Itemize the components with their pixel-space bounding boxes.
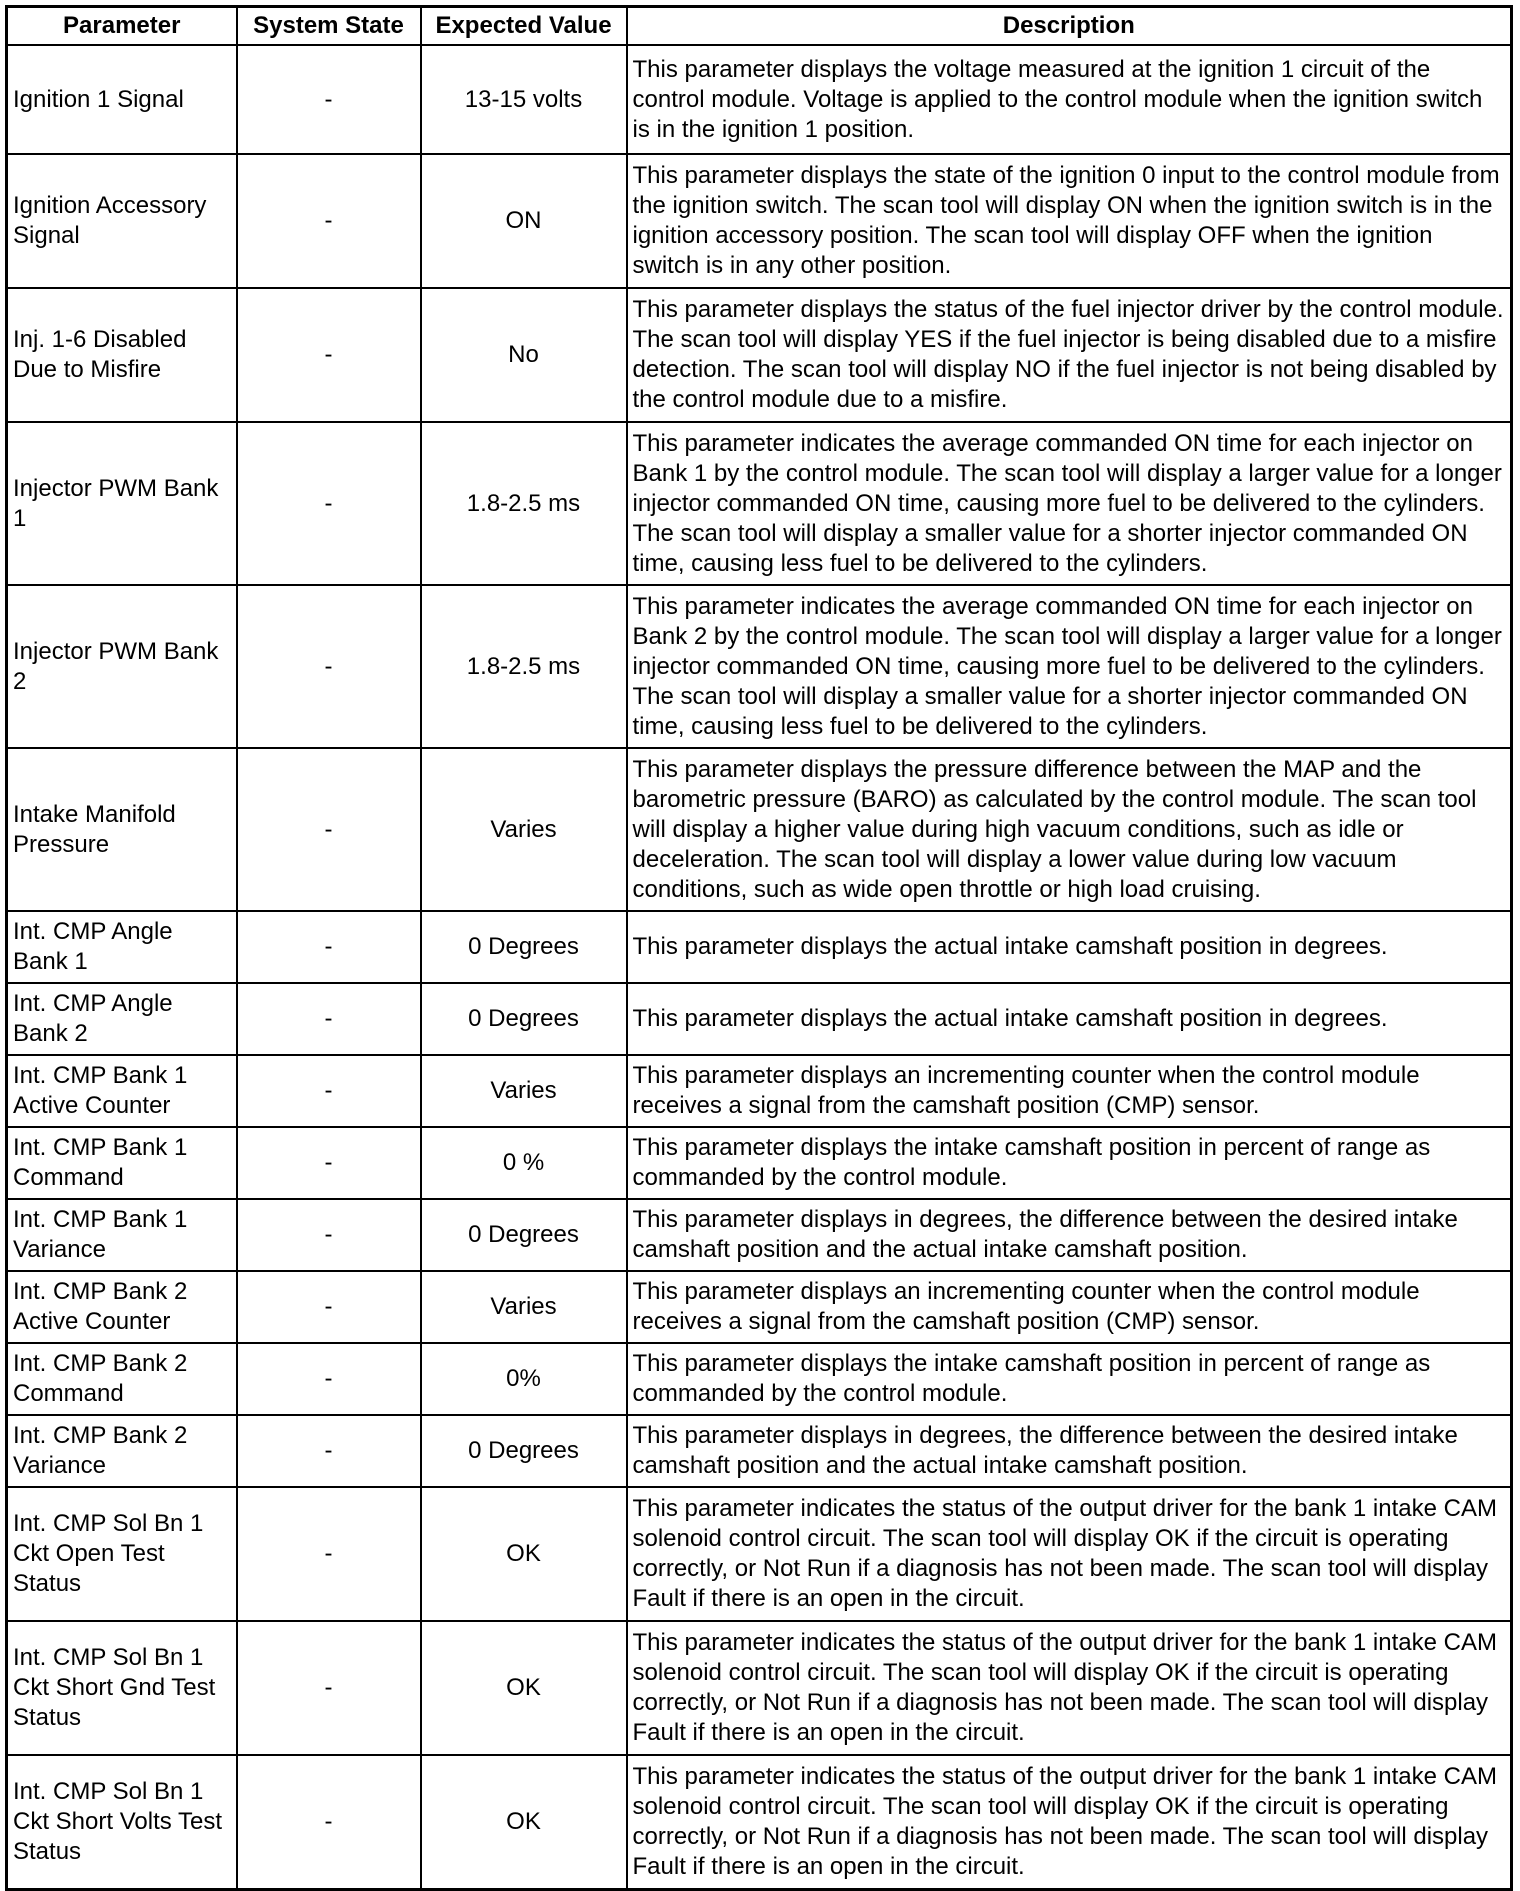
description-cell: This parameter displays the voltage measured at the ignition 1 circuit of the control module. Voltage is applied to the control module when the ignition switch is in the ignition 1 position. bbox=[627, 45, 1512, 154]
parameter-cell: Intake Manifold Pressure bbox=[7, 748, 237, 911]
expected-value-cell: No bbox=[421, 288, 627, 422]
table-row bbox=[7, 1755, 1512, 1889]
parameter-cell: Int. CMP Bank 1 Variance bbox=[7, 1199, 237, 1271]
description-cell: This parameter displays in degrees, the difference between the desired intake camshaft position and the actual intake camshaft position. bbox=[627, 1415, 1512, 1487]
parameter-cell: Int. CMP Bank 2 Variance bbox=[7, 1415, 237, 1487]
table-row bbox=[7, 911, 1512, 983]
header-system-state: System State bbox=[237, 7, 421, 46]
table-row bbox=[7, 748, 1512, 911]
parameter-cell: Int. CMP Angle Bank 2 bbox=[7, 983, 237, 1055]
expected-value-cell: 1.8-2.5 ms bbox=[421, 585, 627, 748]
description-cell: This parameter displays the actual intake camshaft position in degrees. bbox=[627, 983, 1512, 1055]
header-description: Description bbox=[627, 7, 1512, 46]
table-row bbox=[7, 422, 1512, 585]
expected-value-cell: OK bbox=[421, 1621, 627, 1755]
system-state-cell: - bbox=[237, 983, 421, 1055]
expected-value-cell: 0 % bbox=[421, 1127, 627, 1199]
parameter-cell: Int. CMP Sol Bn 1 Ckt Short Volts Test Status bbox=[7, 1755, 237, 1889]
description-cell: This parameter displays an incrementing counter when the control module receives a signal from the camshaft position (CMP) sensor. bbox=[627, 1271, 1512, 1343]
expected-value-cell: OK bbox=[421, 1755, 627, 1889]
expected-value-cell: Varies bbox=[421, 1055, 627, 1127]
description-cell: This parameter indicates the status of the output driver for the bank 1 intake CAM solenoid control circuit. The scan tool will display OK if the circuit is operating correctly, or Not Run if a diagnosis has not been made. The scan tool will display Fault if there is an open in the circuit. bbox=[627, 1487, 1512, 1621]
description-cell: This parameter displays the intake camshaft position in percent of range as commanded by the control module. bbox=[627, 1127, 1512, 1199]
description-cell: This parameter indicates the average commanded ON time for each injector on Bank 1 by the control module. The scan tool will display a larger value for a longer injector commanded ON time, causing more fuel to be delivered to the cylinders. The scan tool will display a smaller value for a shorter injector commanded ON time, causing less fuel to be delivered to the cylinders. bbox=[627, 422, 1512, 585]
parameter-cell: Injector PWM Bank 2 bbox=[7, 585, 237, 748]
description-cell: This parameter displays the intake camshaft position in percent of range as commanded by the control module. bbox=[627, 1343, 1512, 1415]
system-state-cell: - bbox=[237, 1487, 421, 1621]
parameter-cell: Inj. 1-6 Disabled Due to Misfire bbox=[7, 288, 237, 422]
table-row bbox=[7, 1487, 1512, 1621]
expected-value-cell: 0 Degrees bbox=[421, 1415, 627, 1487]
parameter-cell: Int. CMP Bank 1 Command bbox=[7, 1127, 237, 1199]
expected-value-cell: 0% bbox=[421, 1343, 627, 1415]
parameter-cell: Int. CMP Bank 2 Command bbox=[7, 1343, 237, 1415]
system-state-cell: - bbox=[237, 1755, 421, 1889]
table-row bbox=[7, 45, 1512, 154]
system-state-cell: - bbox=[237, 1271, 421, 1343]
header-parameter: Parameter bbox=[7, 7, 237, 46]
expected-value-cell: 0 Degrees bbox=[421, 911, 627, 983]
table-header-row bbox=[7, 7, 1512, 46]
table-row bbox=[7, 154, 1512, 288]
description-cell: This parameter displays the pressure difference between the MAP and the barometric pressure (BARO) as calculated by the control module. The scan tool will display a higher value during high vacuum conditions, such as idle or deceleration. The scan tool will display a lower value during low vacuum conditions, such as wide open throttle or high load cruising. bbox=[627, 748, 1512, 911]
expected-value-cell: 0 Degrees bbox=[421, 983, 627, 1055]
table-row bbox=[7, 1127, 1512, 1199]
table-row bbox=[7, 1343, 1512, 1415]
system-state-cell: - bbox=[237, 1055, 421, 1127]
description-cell: This parameter indicates the status of the output driver for the bank 1 intake CAM solenoid control circuit. The scan tool will display OK if the circuit is operating correctly, or Not Run if a diagnosis has not been made. The scan tool will display Fault if there is an open in the circuit. bbox=[627, 1621, 1512, 1755]
expected-value-cell: 0 Degrees bbox=[421, 1199, 627, 1271]
system-state-cell: - bbox=[237, 288, 421, 422]
parameter-cell: Ignition 1 Signal bbox=[7, 45, 237, 154]
expected-value-cell: ON bbox=[421, 154, 627, 288]
system-state-cell: - bbox=[237, 585, 421, 748]
expected-value-cell: Varies bbox=[421, 748, 627, 911]
table-row bbox=[7, 1415, 1512, 1487]
expected-value-cell: 1.8-2.5 ms bbox=[421, 422, 627, 585]
parameter-cell: Ignition Accessory Signal bbox=[7, 154, 237, 288]
parameter-cell: Int. CMP Sol Bn 1 Ckt Open Test Status bbox=[7, 1487, 237, 1621]
expected-value-cell: Varies bbox=[421, 1271, 627, 1343]
table-row bbox=[7, 1271, 1512, 1343]
description-cell: This parameter displays the status of the fuel injector driver by the control module. The scan tool will display YES if the fuel injector is being disabled due to a misfire detection. The scan tool will display NO if the fuel injector is not being disabled by the control module due to a misfire. bbox=[627, 288, 1512, 422]
parameter-cell: Int. CMP Sol Bn 1 Ckt Short Gnd Test Status bbox=[7, 1621, 237, 1755]
parameter-table-container bbox=[5, 5, 1510, 1891]
table-row bbox=[7, 983, 1512, 1055]
header-expected-value: Expected Value bbox=[421, 7, 627, 46]
system-state-cell: - bbox=[237, 154, 421, 288]
parameter-cell: Int. CMP Bank 2 Active Counter bbox=[7, 1271, 237, 1343]
system-state-cell: - bbox=[237, 748, 421, 911]
parameter-cell: Int. CMP Angle Bank 1 bbox=[7, 911, 237, 983]
description-cell: This parameter displays the actual intake camshaft position in degrees. bbox=[627, 911, 1512, 983]
system-state-cell: - bbox=[237, 1415, 421, 1487]
system-state-cell: - bbox=[237, 1127, 421, 1199]
system-state-cell: - bbox=[237, 1621, 421, 1755]
expected-value-cell: OK bbox=[421, 1487, 627, 1621]
table-row bbox=[7, 1055, 1512, 1127]
expected-value-cell: 13-15 volts bbox=[421, 45, 627, 154]
parameter-cell: Injector PWM Bank 1 bbox=[7, 422, 237, 585]
table-row bbox=[7, 585, 1512, 748]
description-cell: This parameter indicates the average commanded ON time for each injector on Bank 2 by the control module. The scan tool will display a larger value for a longer injector commanded ON time, causing more fuel to be delivered to the cylinders. The scan tool will display a smaller value for a shorter injector commanded ON time, causing less fuel to be delivered to the cylinders. bbox=[627, 585, 1512, 748]
description-cell: This parameter displays the state of the ignition 0 input to the control module from the ignition switch. The scan tool will display ON when the ignition switch is in the ignition accessory position. The scan tool will display OFF when the ignition switch is in any other position. bbox=[627, 154, 1512, 288]
description-cell: This parameter displays an incrementing counter when the control module receives a signal from the camshaft position (CMP) sensor. bbox=[627, 1055, 1512, 1127]
description-cell: This parameter displays in degrees, the difference between the desired intake camshaft position and the actual intake camshaft position. bbox=[627, 1199, 1512, 1271]
system-state-cell: - bbox=[237, 422, 421, 585]
parameter-cell: Int. CMP Bank 1 Active Counter bbox=[7, 1055, 237, 1127]
system-state-cell: - bbox=[237, 45, 421, 154]
system-state-cell: - bbox=[237, 911, 421, 983]
parameter-table bbox=[5, 5, 1513, 1891]
table-row bbox=[7, 1621, 1512, 1755]
description-cell: This parameter indicates the status of the output driver for the bank 1 intake CAM solenoid control circuit. The scan tool will display OK if the circuit is operating correctly, or Not Run if a diagnosis has not been made. The scan tool will display Fault if there is an open in the circuit. bbox=[627, 1755, 1512, 1889]
table-row bbox=[7, 1199, 1512, 1271]
system-state-cell: - bbox=[237, 1343, 421, 1415]
system-state-cell: - bbox=[237, 1199, 421, 1271]
table-row bbox=[7, 288, 1512, 422]
